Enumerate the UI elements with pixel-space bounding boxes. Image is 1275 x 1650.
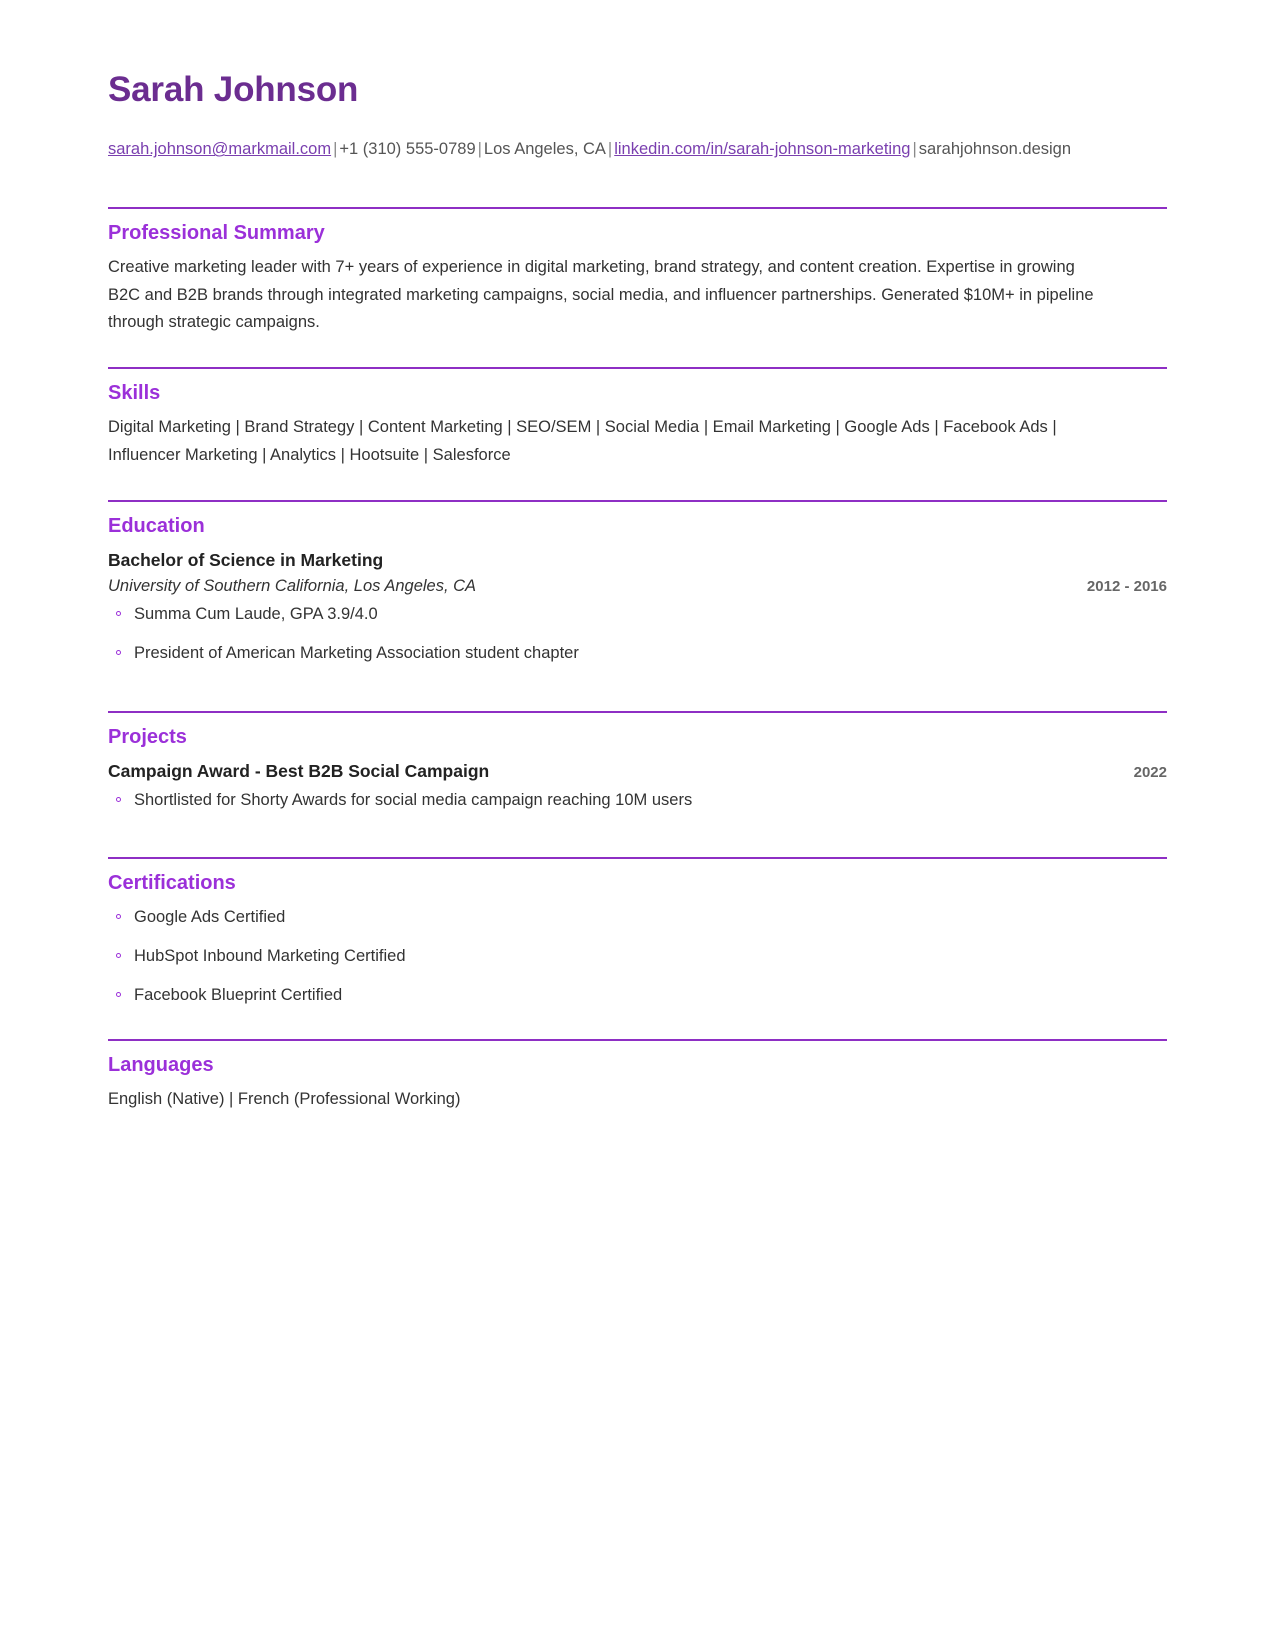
section-title-languages: Languages [108, 1053, 214, 1076]
project-year: 2022 [1133, 763, 1167, 781]
section-skills [108, 367, 1167, 469]
bullet-circle-icon [116, 611, 121, 616]
section-title-certifications: Certifications [108, 872, 236, 895]
list-item-text: President of American Marketing Association student chapter [134, 643, 579, 662]
bullet-circle-icon [116, 992, 121, 997]
website-text: sarahjohnson.design [918, 140, 1072, 159]
linkedin-link[interactable]: linkedin.com/in/sarah-johnson-marketing [614, 140, 911, 159]
bullet-circle-icon [116, 650, 121, 655]
contact-line [108, 136, 1108, 163]
section-certifications [108, 857, 1167, 1008]
project-bullet-list [108, 787, 1167, 814]
project-title: Campaign Award - Best B2B Social Campaign [108, 760, 490, 781]
list-item [108, 601, 1167, 628]
education-entry [108, 547, 1167, 667]
email-link[interactable]: sarah.johnson@markmail.com [108, 140, 332, 159]
list-item-text: Facebook Blueprint Certified [134, 985, 343, 1004]
bullet-circle-icon [116, 953, 121, 958]
section-divider [108, 500, 1167, 502]
candidate-name: Sarah Johnson [108, 70, 359, 109]
list-item [108, 982, 1167, 1009]
certifications-list [108, 904, 1167, 1008]
list-item [108, 640, 1167, 667]
section-divider [108, 1039, 1167, 1041]
education-dates: 2012 - 2016 [1086, 577, 1167, 595]
section-title-education: Education [108, 514, 205, 537]
contact-separator-2: | [477, 140, 482, 159]
contact-separator-4: | [912, 140, 917, 159]
list-item [108, 943, 1167, 970]
section-title-projects: Projects [108, 725, 187, 748]
list-item [108, 787, 1167, 814]
project-entry [108, 758, 1167, 814]
bullet-circle-icon [116, 914, 121, 919]
section-education [108, 500, 1167, 667]
project-title-row [108, 758, 1167, 785]
summary-text: Creative marketing leader with 7+ years of experience in digital marketing, brand strategy, and content creation. Expertise in growing B2C and B2B brands through integrated marketing campaigns, social media, and influencer partnerships. Generated $10M+ in pipeline through strategic campaigns. [108, 257, 1094, 332]
contact-separator-1: | [333, 140, 338, 159]
contact-separator-3: | [607, 140, 613, 159]
languages-text: English (Native) | French (Professional Working) [108, 1089, 461, 1108]
list-item-text: Google Ads Certified [134, 908, 286, 927]
section-projects [108, 711, 1167, 814]
location-text: Los Angeles, CA [483, 140, 606, 159]
section-professional-summary [108, 207, 1167, 337]
section-divider [108, 857, 1167, 859]
list-item-text: Summa Cum Laude, GPA 3.9/4.0 [134, 605, 378, 624]
education-institution: University of Southern California, Los Angeles, CA [108, 576, 477, 595]
education-institution-row [108, 573, 1167, 599]
section-title-summary: Professional Summary [108, 221, 325, 244]
list-item-text: HubSpot Inbound Marketing Certified [134, 947, 406, 966]
section-divider [108, 207, 1167, 209]
section-languages [108, 1039, 1167, 1114]
education-bullet-list [108, 601, 1167, 666]
skills-text: Digital Marketing | Brand Strategy | Content Marketing | SEO/SEM | Social Media | Email Marketing | Google Ads | Facebook Ads | Influencer Marketing | Analytics | Hootsuite | Salesforce [108, 418, 1057, 464]
section-title-skills: Skills [108, 382, 161, 405]
list-item [108, 904, 1167, 931]
education-degree: Bachelor of Science in Marketing [108, 549, 384, 570]
section-divider [108, 367, 1167, 369]
bullet-circle-icon [116, 797, 121, 802]
phone-text: +1 (310) 555-0789 [339, 140, 476, 159]
section-divider [108, 711, 1167, 713]
list-item-text: Shortlisted for Shorty Awards for social media campaign reaching 10M users [134, 790, 693, 809]
